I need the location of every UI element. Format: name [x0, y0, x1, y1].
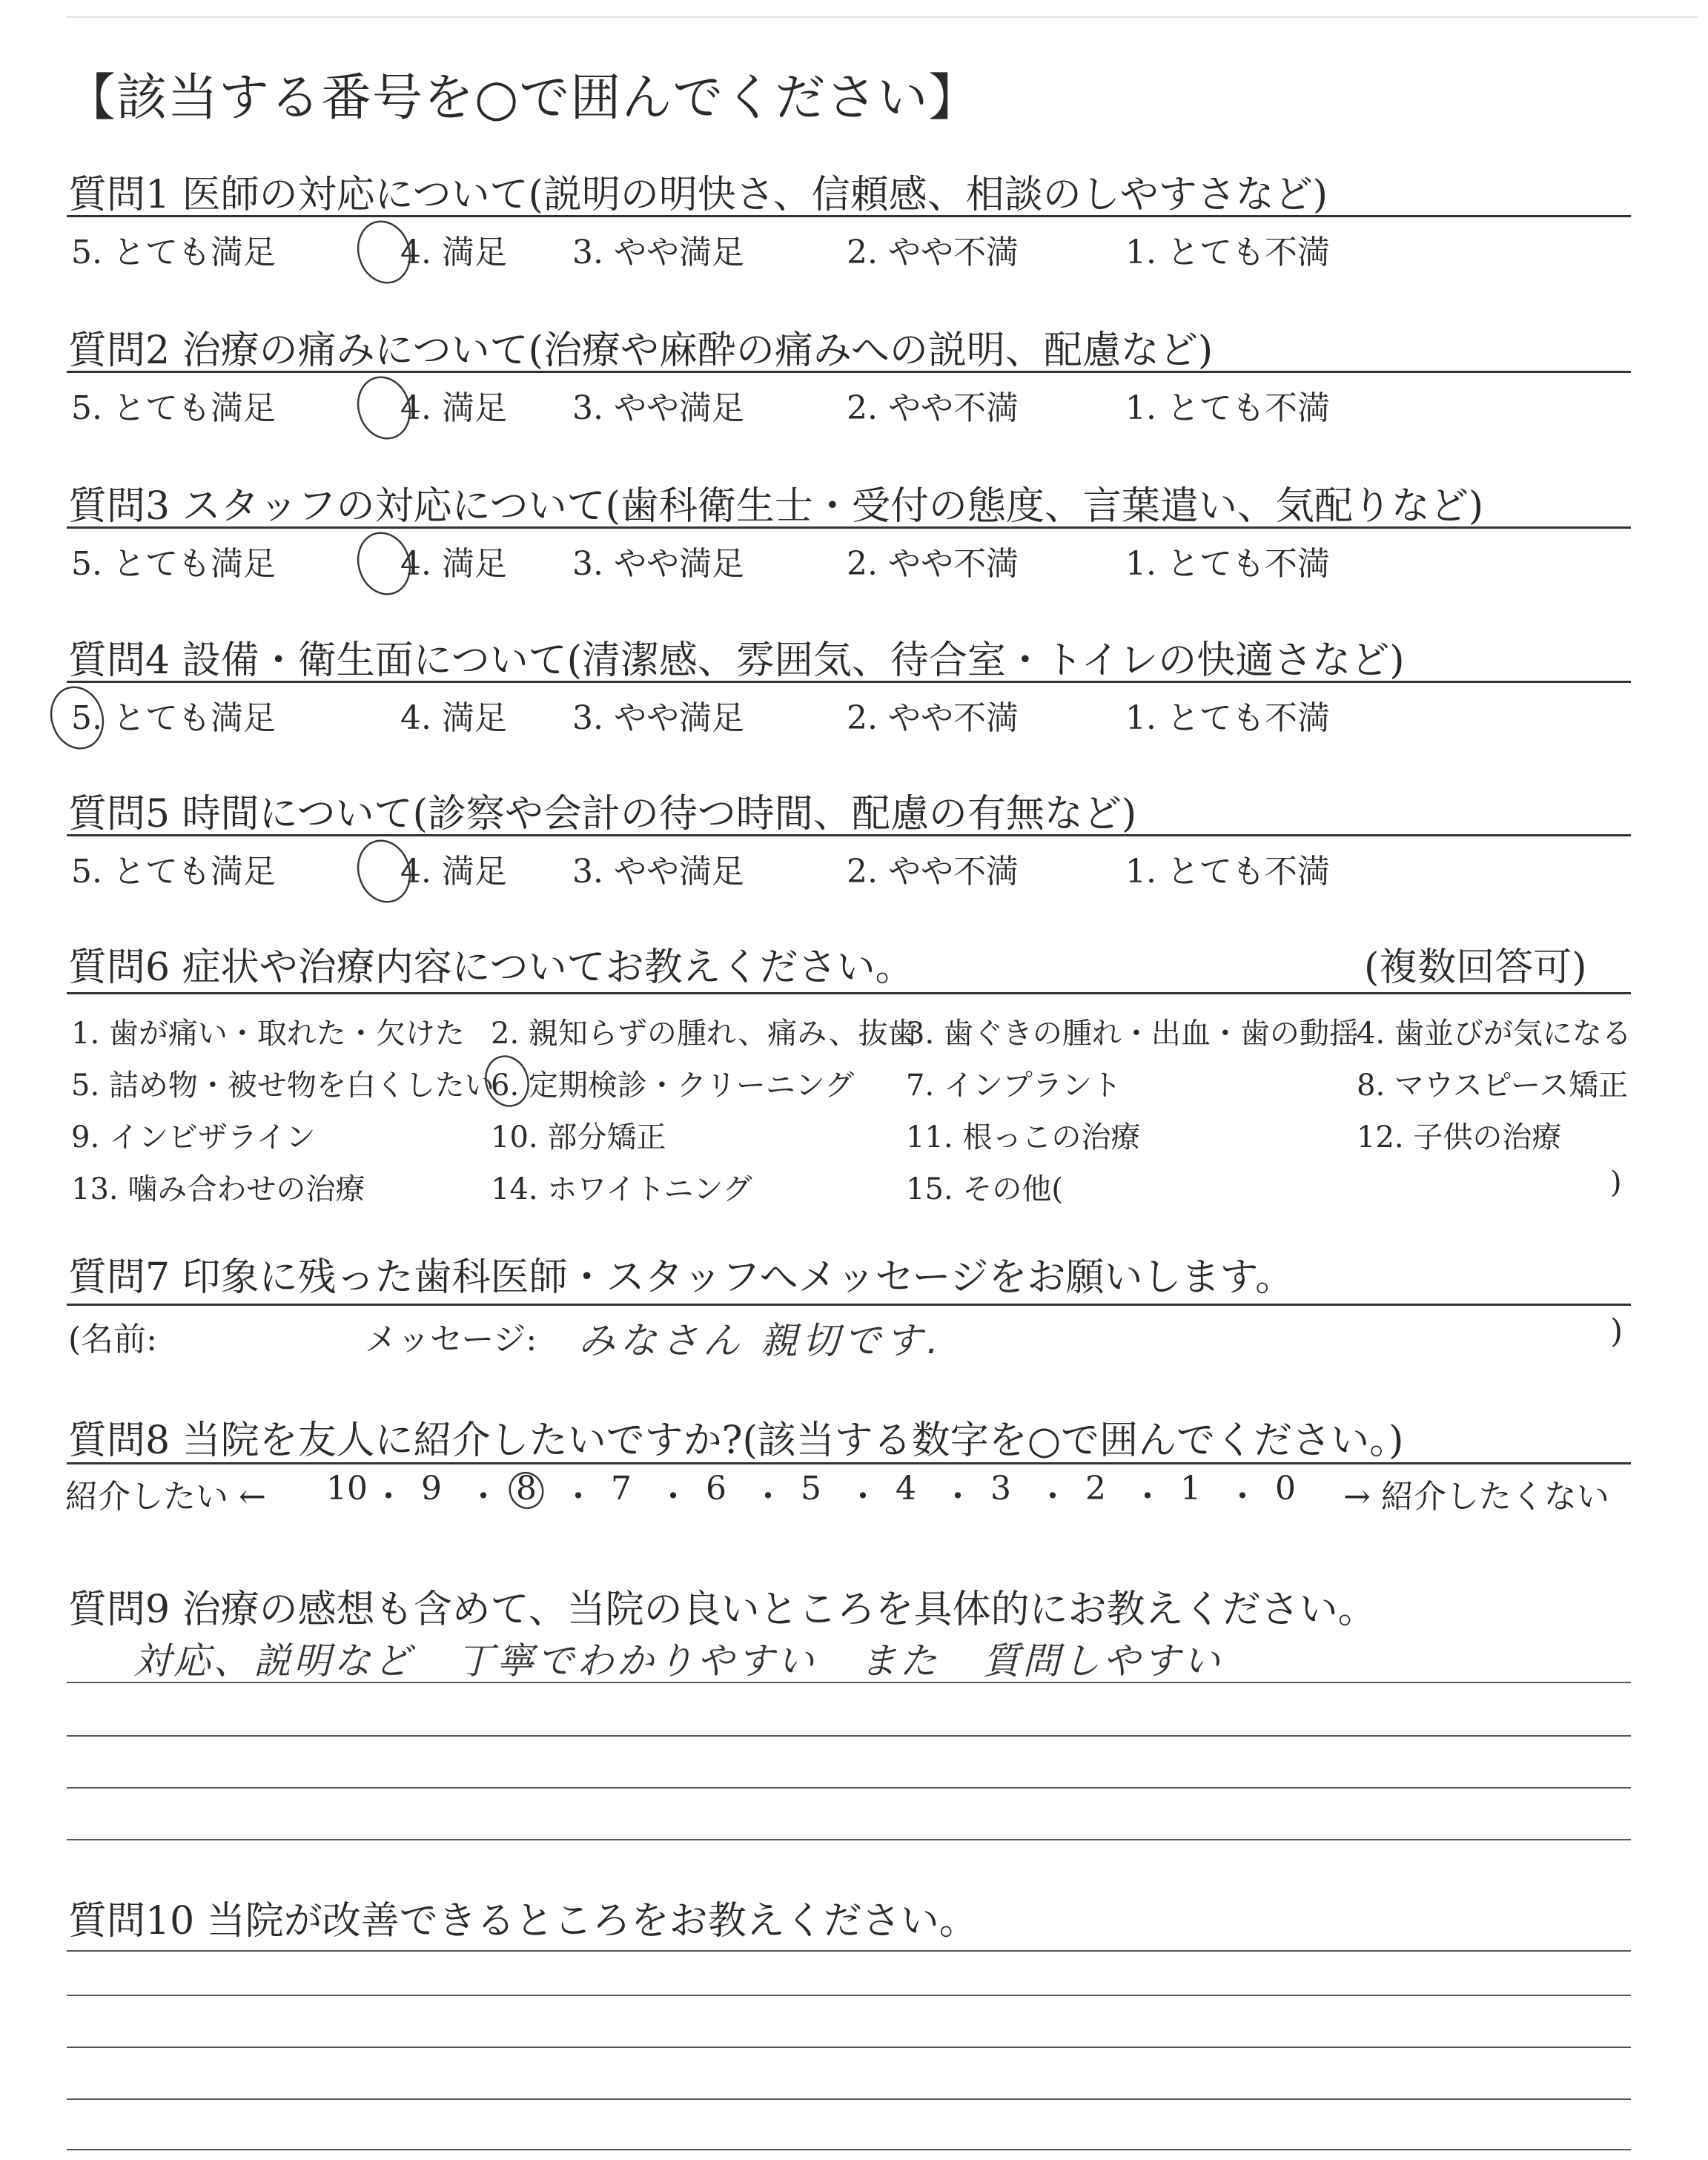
q2-option-5[interactable]: 5. とても満足	[71, 389, 276, 427]
q6-option-5[interactable]: 5. 詰め物・被せ物を白くしたい	[71, 1069, 494, 1103]
q8-scale-separator: ・	[1036, 1478, 1069, 1516]
q6-option-1[interactable]: 1. 歯が痛い・取れた・欠けた	[71, 1017, 465, 1051]
q6-option-8[interactable]: 8. マウスピース矯正	[1357, 1069, 1629, 1103]
q6-option-15[interactable]: 15. その他(	[906, 1172, 1063, 1206]
q7-name-label: (名前:	[68, 1321, 157, 1358]
q8-scale-separator: ・	[467, 1478, 500, 1516]
q8-scale-1[interactable]: 1	[1180, 1470, 1201, 1507]
q6-option-10[interactable]: 10. 部分矯正	[491, 1120, 666, 1155]
q8-scale-3[interactable]: 3	[990, 1470, 1011, 1507]
q3-option-4[interactable]: 4. 満足	[400, 545, 507, 583]
selection-circle	[351, 371, 418, 446]
q8-scale-4[interactable]: 4	[896, 1470, 916, 1507]
q8-scale-7[interactable]: 7	[611, 1470, 632, 1507]
q8-scale-separator: ・	[1226, 1478, 1259, 1516]
q8-scale-separator: ・	[752, 1478, 784, 1516]
form-title: 【該当する番号を○で囲んでください】	[65, 69, 980, 128]
q4-option-3[interactable]: 3. やや満足	[572, 699, 744, 737]
q7-message-value: みなさん 親切です.	[578, 1319, 943, 1362]
q8-scale-separator: ・	[941, 1478, 974, 1516]
q8-scale-0[interactable]: 0	[1275, 1470, 1296, 1507]
q6-option-4[interactable]: 4. 歯並びが気になる	[1357, 1017, 1632, 1051]
q3-option-5[interactable]: 5. とても満足	[71, 545, 276, 583]
q8-right-label: → 紹介したくない	[1343, 1478, 1609, 1516]
q6-option-7[interactable]: 7. インプラント	[906, 1069, 1122, 1103]
q1-label: 質問1 医師の対応について(説明の明快さ、信頼感、相談のしやすさなど)	[68, 173, 1328, 217]
q8-label: 質問8 当院を友人に紹介したいですか?(該当する数字を○で囲んでください。)	[68, 1418, 1404, 1463]
selection-circle	[351, 526, 418, 601]
q8-scale-separator: ・	[657, 1478, 689, 1516]
q8-scale-2[interactable]: 2	[1085, 1470, 1106, 1507]
q5-option-5[interactable]: 5. とても満足	[71, 853, 276, 891]
q8-scale-separator: ・	[562, 1478, 595, 1516]
q2-option-2[interactable]: 2. やや不満	[847, 389, 1019, 427]
q5-label: 質問5 時間について(診察や会計の待つ時間、配慮の有無など)	[68, 792, 1137, 836]
q6-option-14[interactable]: 14. ホワイトニング	[491, 1172, 752, 1206]
q9-label: 質問9 治療の感想も含めて、当院の良いところを具体的にお教えください。	[68, 1588, 1377, 1632]
q4-option-4[interactable]: 4. 満足	[400, 699, 507, 737]
q5-option-4[interactable]: 4. 満足	[400, 853, 507, 891]
q1-option-3[interactable]: 3. やや満足	[572, 234, 744, 271]
q6-option-13[interactable]: 13. 噛み合わせの治療	[71, 1172, 365, 1206]
q6-note: (複数回答可)	[1364, 945, 1587, 990]
q2-option-3[interactable]: 3. やや満足	[572, 389, 744, 427]
q6-option-9[interactable]: 9. インビザライン	[71, 1120, 316, 1155]
selection-circle	[351, 215, 418, 290]
q3-option-2[interactable]: 2. やや不満	[847, 545, 1019, 583]
q5-option-2[interactable]: 2. やや不満	[847, 853, 1019, 891]
selection-circle	[480, 1051, 534, 1112]
q6-other-close-paren: )	[1610, 1166, 1622, 1200]
q8-scale-6[interactable]: 6	[706, 1470, 726, 1507]
q7-close-paren: )	[1610, 1312, 1623, 1350]
q8-left-label: 紹介したい ←	[65, 1478, 266, 1516]
selection-circle	[44, 681, 111, 756]
q8-scale-separator: ・	[847, 1478, 879, 1516]
q8-scale-9[interactable]: 9	[421, 1470, 442, 1507]
q4-option-1[interactable]: 1. とても不満	[1125, 699, 1330, 737]
q1-option-5[interactable]: 5. とても満足	[71, 234, 276, 271]
q5-option-3[interactable]: 3. やや満足	[572, 853, 744, 891]
q4-option-5[interactable]: 5. とても満足	[71, 699, 276, 737]
q7-label: 質問7 印象に残った歯科医師・スタッフへメッセージをお願いします。	[68, 1255, 1294, 1300]
q5-option-1[interactable]: 1. とても不満	[1125, 853, 1330, 891]
q4-label: 質問4 設備・衛生面について(清潔感、雰囲気、待合室・トイレの快適さなど)	[68, 638, 1405, 683]
q6-option-11[interactable]: 11. 根っこの治療	[906, 1120, 1141, 1155]
selection-circle	[506, 1468, 548, 1512]
q6-label: 質問6 症状や治療内容についてお教えください。	[68, 945, 914, 990]
q3-label: 質問3 スタッフの対応について(歯科衛生士・受付の態度、言葉遣い、気配りなど)	[68, 484, 1484, 529]
q8-scale-8[interactable]: 8	[516, 1470, 537, 1507]
q6-option-6[interactable]: 6. 定期検診・クリーニング	[491, 1069, 855, 1103]
q2-option-4[interactable]: 4. 満足	[400, 389, 507, 427]
q1-option-4[interactable]: 4. 満足	[400, 234, 507, 271]
q8-scale-10[interactable]: 10	[326, 1470, 368, 1507]
q3-option-3[interactable]: 3. やや満足	[572, 545, 744, 583]
q8-scale-5[interactable]: 5	[801, 1470, 821, 1507]
q7-message-label: メッセージ:	[365, 1321, 537, 1358]
q6-option-3[interactable]: 3. 歯ぐきの腫れ・出血・歯の動揺	[906, 1017, 1359, 1051]
q2-label: 質問2 治療の痛みについて(治療や麻酔の痛みへの説明、配慮など)	[68, 328, 1214, 373]
q2-option-1[interactable]: 1. とても不満	[1125, 389, 1330, 427]
q1-option-2[interactable]: 2. やや不満	[847, 234, 1019, 271]
selection-circle	[351, 834, 418, 909]
q6-option-2[interactable]: 2. 親知らずの腫れ、痛み、抜歯	[491, 1017, 918, 1051]
q3-option-1[interactable]: 1. とても不満	[1125, 545, 1330, 583]
q10-label: 質問10 当院が改善できるところをお教えください。	[68, 1899, 978, 1943]
q8-scale-separator: ・	[372, 1478, 405, 1516]
q4-option-2[interactable]: 2. やや不満	[847, 699, 1019, 737]
q8-scale-separator: ・	[1131, 1478, 1164, 1516]
q6-option-12[interactable]: 12. 子供の治療	[1357, 1120, 1562, 1155]
q1-option-1[interactable]: 1. とても不満	[1125, 234, 1330, 271]
q9-answer: 対応、説明など 丁寧でわかりやすい また 質問しやすい	[133, 1639, 1223, 1682]
